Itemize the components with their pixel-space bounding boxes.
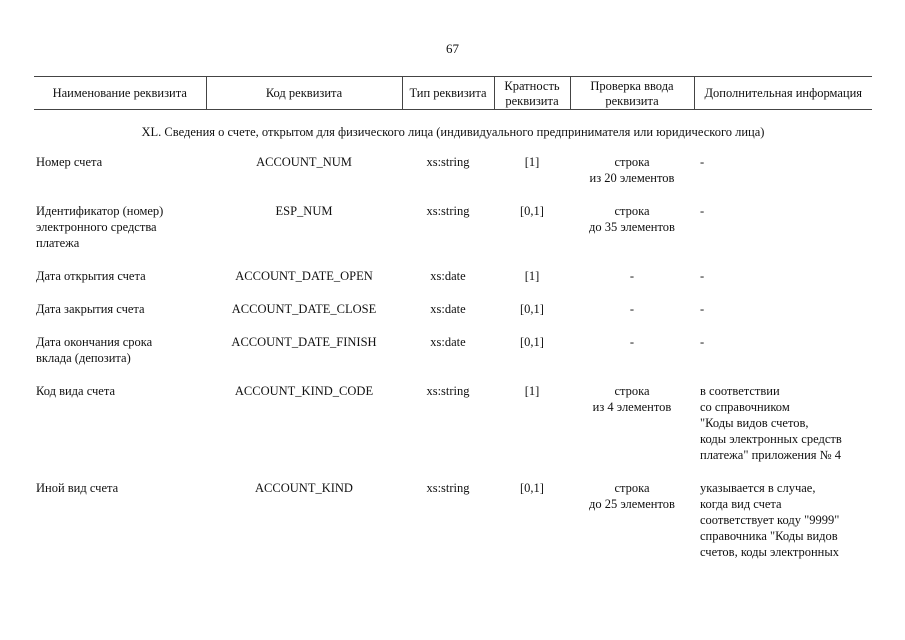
cell-code: ACCOUNT_DATE_OPEN	[235, 269, 373, 283]
column-header-type: Тип реквизита	[402, 77, 494, 110]
cell-name: Иной вид счета	[36, 481, 119, 495]
cell-multiplicity: [0,1]	[520, 335, 544, 349]
cell-code: ACCOUNT_KIND	[255, 481, 353, 495]
cell-type: xs:string	[426, 204, 470, 218]
cell-code: ACCOUNT_DATE_FINISH	[231, 335, 377, 349]
cell-code: ACCOUNT_NUM	[256, 155, 352, 169]
cell-check: строка до 35 элементов	[589, 204, 675, 234]
table-row	[34, 301, 872, 334]
cell-type: xs:date	[430, 335, 466, 349]
table-row	[34, 383, 872, 480]
cell-multiplicity: [0,1]	[520, 481, 544, 495]
table-row	[34, 154, 872, 203]
cell-info: -	[700, 155, 705, 169]
cell-name: Дата закрытия счета	[36, 302, 145, 316]
section-title: XL. Сведения о счете, открытом для физического лица (индивидуального предпринимателя или юридического лица)	[141, 125, 765, 139]
column-header-info: Дополнительная информация	[694, 77, 872, 110]
cell-multiplicity: [1]	[524, 384, 540, 398]
cell-info: -	[700, 335, 705, 349]
cell-check: -	[629, 302, 635, 316]
cell-check: строка из 20 элементов	[589, 155, 675, 185]
table-row	[34, 480, 872, 577]
cell-multiplicity: [0,1]	[520, 302, 544, 316]
cell-multiplicity: [0,1]	[520, 204, 544, 218]
cell-name: Номер счета	[36, 155, 103, 169]
cell-code: ACCOUNT_DATE_CLOSE	[231, 302, 377, 316]
column-header-code: Код реквизита	[206, 77, 402, 110]
column-header-check: Проверка ввода реквизита	[570, 77, 694, 110]
table-row	[34, 268, 872, 301]
cell-type: xs:string	[426, 384, 470, 398]
cell-info: -	[700, 204, 705, 218]
cell-type: xs:date	[430, 302, 466, 316]
cell-name: Идентификатор (номер) электронного средства платежа	[36, 204, 164, 250]
section-row	[34, 110, 872, 155]
cell-info: в соответствии со справочником "Коды видов счетов, коды электронных средств платежа" приложения № 4	[700, 384, 842, 462]
cell-type: xs:string	[426, 155, 470, 169]
cell-check: строка из 4 элементов	[592, 384, 672, 414]
column-header-multiplicity: Кратность реквизита	[494, 77, 570, 110]
cell-name: Дата окончания срока вклада (депозита)	[36, 335, 153, 365]
cell-check: -	[629, 335, 635, 349]
table-row	[34, 334, 872, 383]
table-row	[34, 203, 872, 268]
cell-info: -	[700, 269, 705, 283]
cell-multiplicity: [1]	[524, 155, 540, 169]
cell-code: ESP_NUM	[275, 204, 333, 218]
cell-check: -	[629, 269, 635, 283]
cell-multiplicity: [1]	[524, 269, 540, 283]
column-header-name: Наименование реквизита	[34, 77, 206, 110]
cell-name: Код вида счета	[36, 384, 116, 398]
cell-info: -	[700, 302, 705, 316]
cell-code: ACCOUNT_KIND_CODE	[234, 384, 374, 398]
attributes-table	[34, 76, 872, 577]
page-number: 67	[446, 41, 459, 56]
cell-name: Дата открытия счета	[36, 269, 146, 283]
cell-type: xs:date	[430, 269, 466, 283]
cell-info: указывается в случае, когда вид счета соответствует коду "9999" справочника "Коды видов счетов, коды электронных	[700, 481, 840, 559]
cell-check: строка до 25 элементов	[589, 481, 675, 511]
cell-type: xs:string	[426, 481, 470, 495]
table-header-row	[34, 77, 872, 110]
